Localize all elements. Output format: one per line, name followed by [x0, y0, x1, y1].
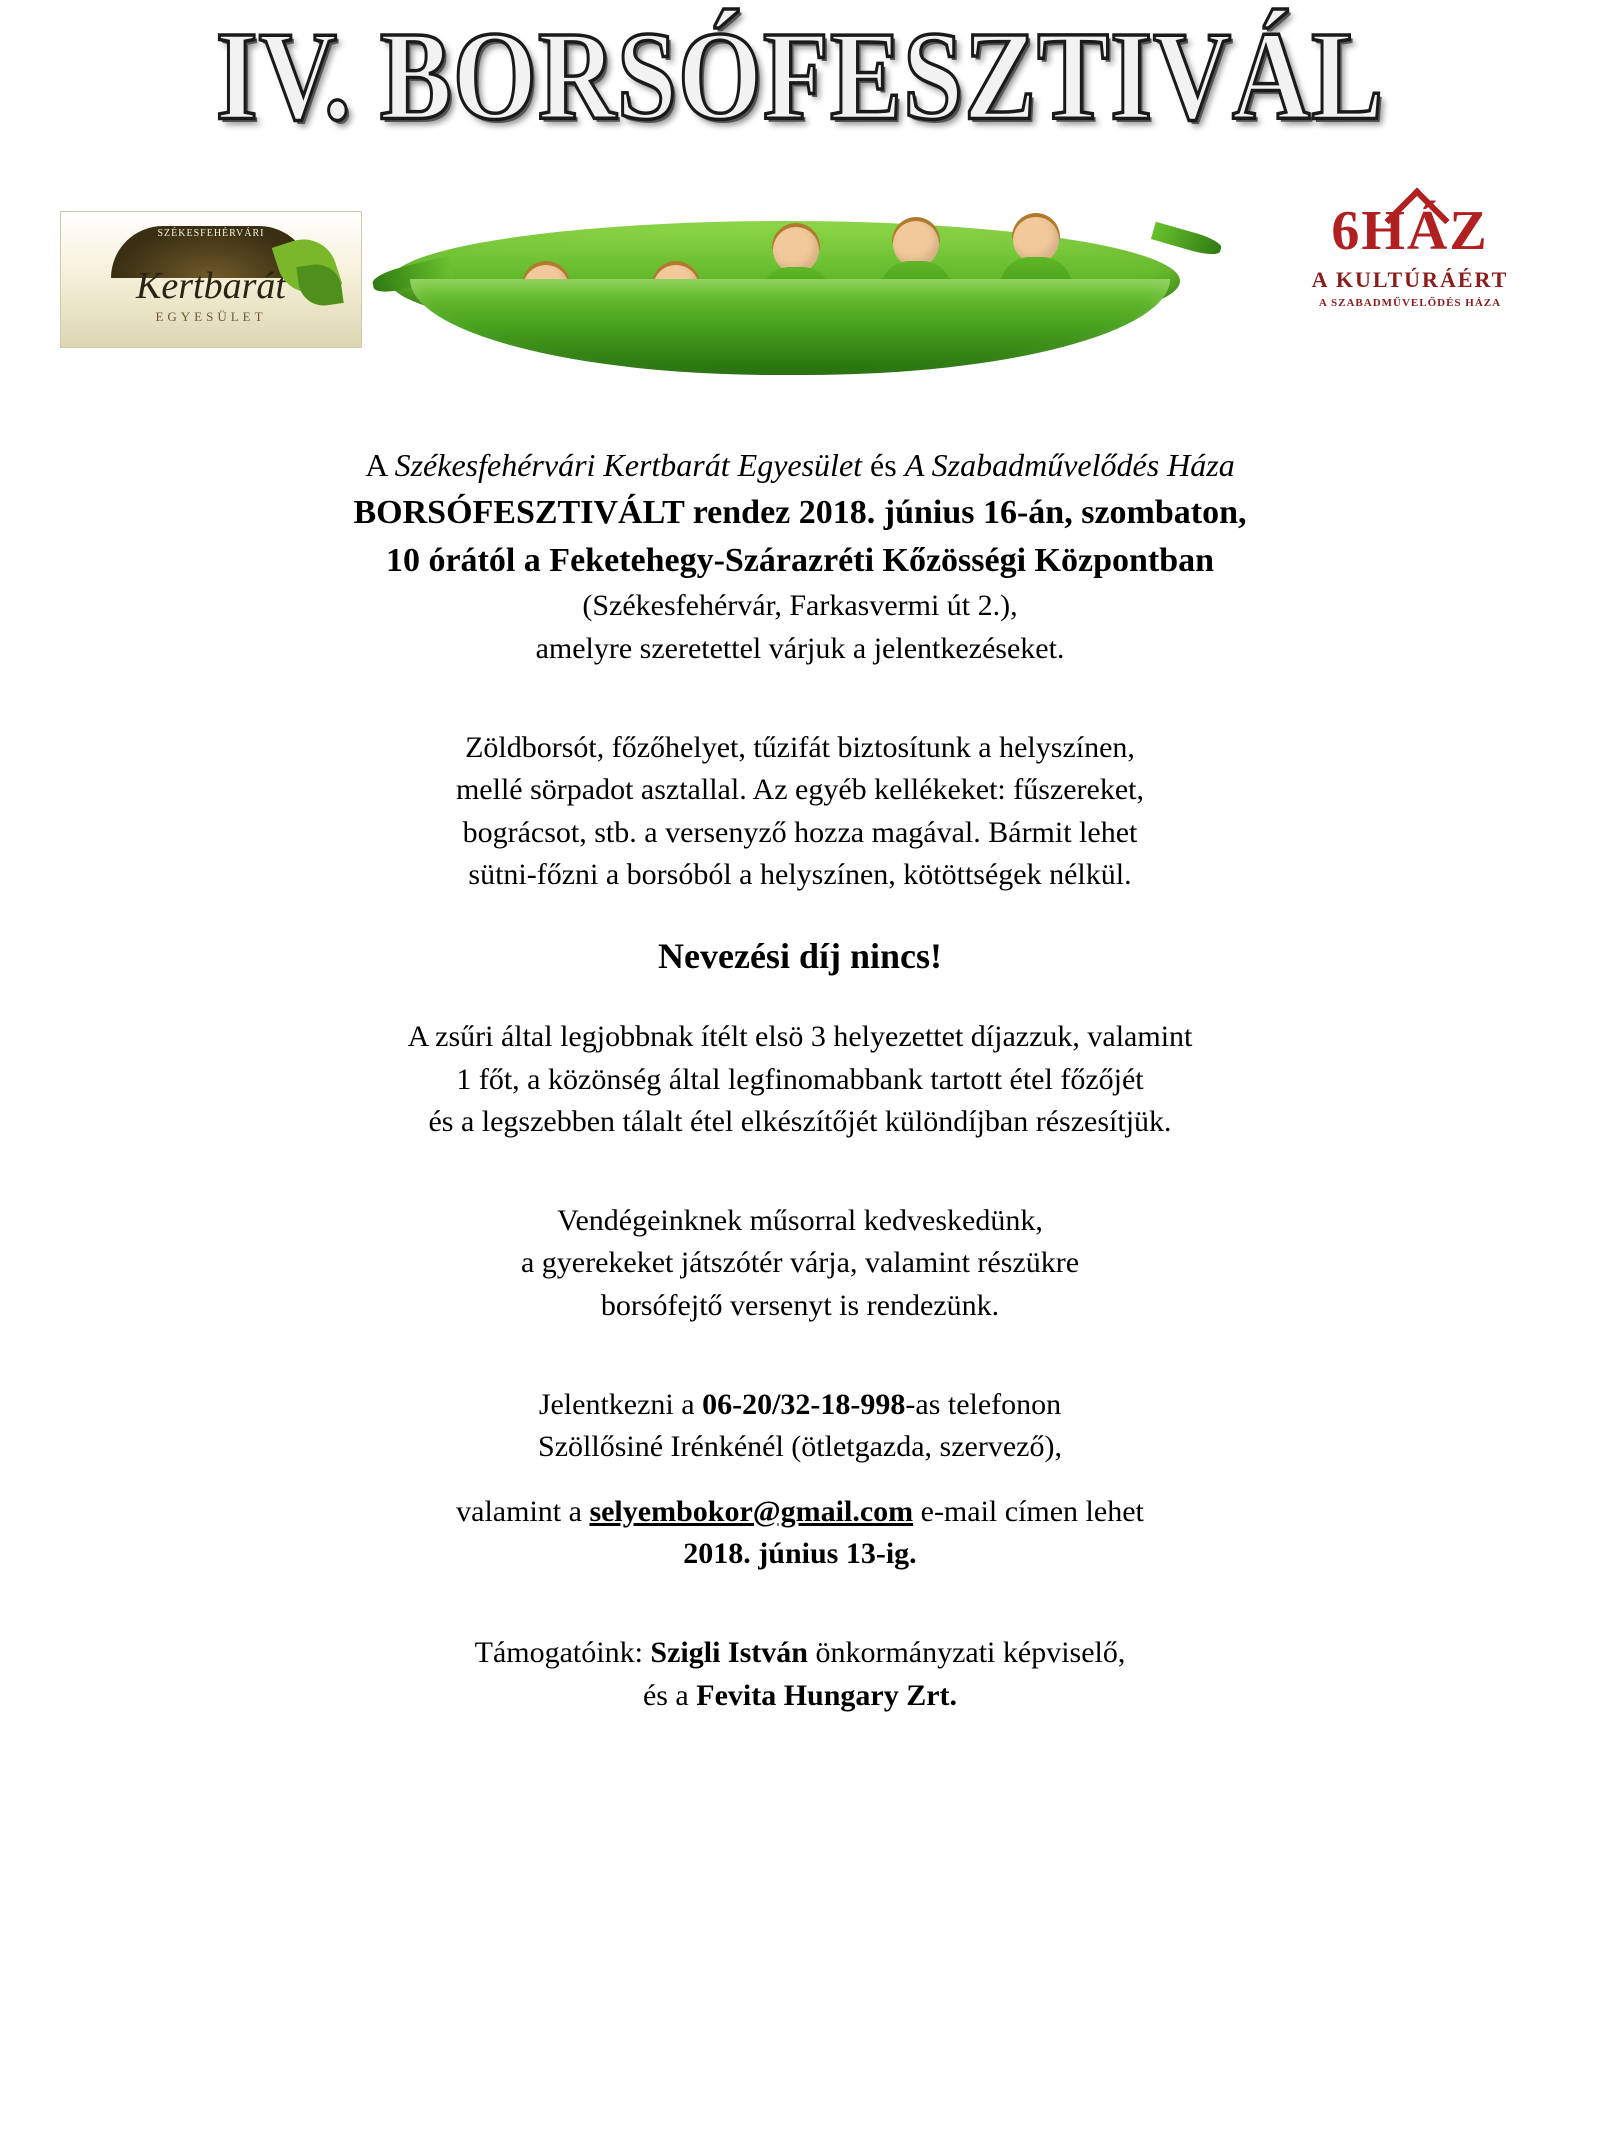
- program-line-3: borsófejtő versenyt is rendezünk.: [600, 1289, 1000, 1322]
- contact-phone-suffix: -as telefonon: [905, 1387, 1062, 1421]
- kertbarat-arc-text: SZÉKESFEHÉRVÁRI: [157, 228, 265, 240]
- spacer: [70, 1174, 1530, 1200]
- logo-banner: [0, 193, 1600, 403]
- organizer-name-2: A Szabadművelődés Háza: [904, 447, 1235, 484]
- contact-paragraph: [70, 1384, 1530, 1469]
- contact-email-prefix: valamint a: [456, 1494, 590, 1528]
- sponsor-name-2: Fevita Hungary Zrt.: [696, 1678, 958, 1712]
- kertbarat-main-text: Kertbarát: [136, 265, 286, 308]
- supplies-line-1: Zöldborsót, főzőhelyet, tűzifát biztosítunk a helyszínen,: [465, 730, 1135, 764]
- sponsors-line-1: [70, 1632, 1530, 1675]
- sponsors-line-2-prefix: és a: [642, 1678, 697, 1712]
- intro-line-1: [70, 443, 1530, 488]
- registration-deadline: 2018. június 13-ig.: [683, 1537, 917, 1571]
- entry-fee-notice: Nevezési díj nincs!: [658, 935, 942, 976]
- szabadmuvelodes-main-text: 6HÁZ: [1331, 200, 1489, 263]
- contact-email-line: [70, 1491, 1530, 1534]
- supplies-line-3: bográcsot, stb. a versenyző hozza magával. Bármit lehet: [462, 815, 1138, 849]
- poster-header: [0, 0, 1600, 147]
- prizes-line-1: A zsűri által legjobbnak ítélt elsö 3 helyezettet díjazzuk, valamint: [407, 1020, 1193, 1054]
- registration-invite-line: amelyre szeretettel várjuk a jelentkezéseket.: [535, 631, 1065, 665]
- page-title: IV. BORSÓFESZTIVÁL: [215, 6, 1385, 147]
- sponsors-line-2: [70, 1675, 1530, 1718]
- program-paragraph: [70, 1200, 1530, 1328]
- sponsors-paragraph: [70, 1632, 1530, 1717]
- contact-phone-number[interactable]: 06-20/32-18-998: [702, 1387, 906, 1421]
- event-date-line: BORSÓFESZTIVÁLT rendez 2018. június 16-án, szombaton,: [353, 493, 1247, 531]
- supplies-line-2: mellé sörpadot asztallal. Az egyéb kellékeket: fűszereket,: [455, 773, 1145, 807]
- prizes-line-2: 1 főt, a közönség által legfinomabbank tartott étel főzőjét: [456, 1062, 1144, 1096]
- contact-phone-line: [70, 1384, 1530, 1427]
- contact-person-line: Szöllősiné Irénkénél (ötletgazda, szervező),: [538, 1430, 1062, 1464]
- peapod-right-tip: [1151, 222, 1223, 259]
- peapod-front-shell: [410, 279, 1170, 375]
- program-line-2: a gyerekeket játszótér várja, valamint részükre: [520, 1246, 1080, 1280]
- supplies-line-4: sütni-főzni a borsóból a helyszínen, kötöttségek nélkül.: [468, 858, 1132, 892]
- spacer: [70, 701, 1530, 727]
- prizes-paragraph: [70, 1016, 1530, 1144]
- prizes-line-3: és a legszebben tálalt étel elkészítőjét különdíjban részesítjük.: [428, 1105, 1172, 1139]
- program-line-1: Vendégeinknek műsorral kedveskedünk,: [557, 1203, 1043, 1237]
- supplies-paragraph: [70, 727, 1530, 897]
- contact-email-address[interactable]: selyembokor@gmail.com: [589, 1494, 914, 1528]
- contact-email-suffix: e-mail címen lehet: [913, 1494, 1144, 1528]
- intro-line-1-prefix: A: [365, 447, 395, 484]
- contact-phone-prefix: Jelentkezni a: [538, 1387, 703, 1421]
- sponsors-role: önkormányzati képviselő,: [807, 1635, 1126, 1669]
- sponsors-prefix: Támogatóink:: [474, 1635, 651, 1669]
- poster-body: [0, 443, 1600, 1717]
- intro-line-1-conj: és: [862, 447, 905, 484]
- szabadmuvelodes-haza-logo: [1290, 200, 1530, 363]
- kertbarat-egyesulet-logo: [60, 211, 362, 348]
- peapod-with-children-illustration: [380, 193, 1210, 393]
- spacer: [70, 1606, 1530, 1632]
- sponsor-name-1: Szigli István: [650, 1635, 808, 1669]
- event-address-line: (Székesfehérvár, Farkasvermi út 2.),: [582, 589, 1018, 623]
- szabadmuvelodes-sub-text-2: A SZABADMŰVELŐDÉS HÁZA: [1318, 297, 1502, 310]
- event-venue-line: 10 órától a Feketehegy-Szárazréti Kőzösségi Központban: [385, 542, 1215, 580]
- intro-paragraph: [70, 443, 1530, 670]
- organizer-name-1: Székesfehérvári Kertbarát Egyesület: [394, 447, 863, 484]
- szabadmuvelodes-sub-text-1: A KULTÚRÁÉRT: [1311, 267, 1509, 293]
- spacer: [70, 1358, 1530, 1384]
- kertbarat-sub-text: EGYESÜLET: [155, 309, 267, 325]
- email-paragraph: [70, 1491, 1530, 1576]
